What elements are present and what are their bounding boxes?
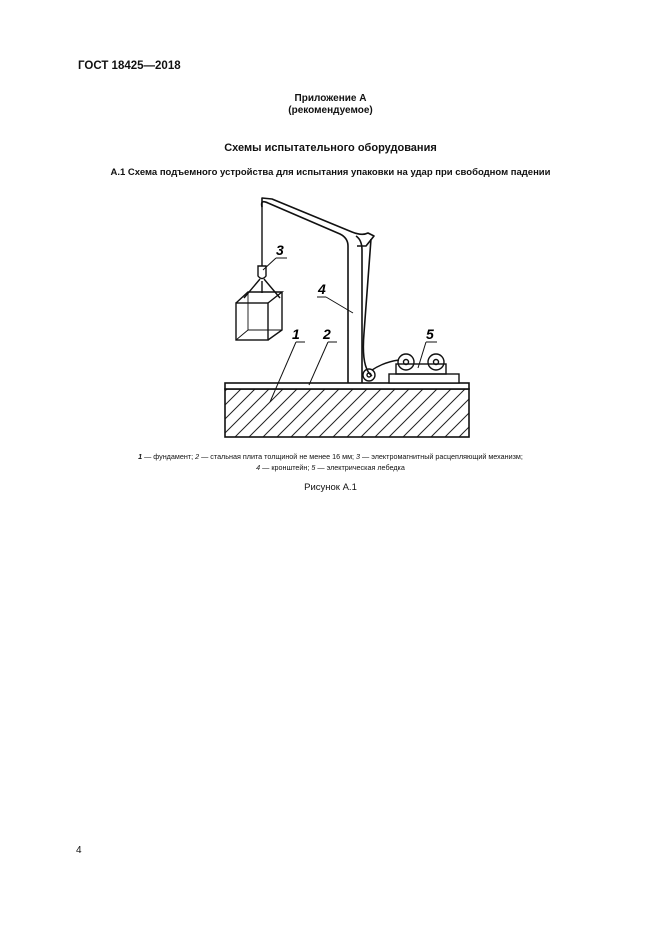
legend-text-5: — электрическая лебедка <box>315 463 405 472</box>
callout-2: 2 <box>323 326 331 342</box>
callout-1: 1 <box>292 326 300 342</box>
legend-num-5: 5 <box>311 463 316 472</box>
release-mechanism <box>244 207 280 298</box>
document-code: ГОСТ 18425—2018 <box>78 60 181 72</box>
figure-legend-line-2 <box>0 463 661 472</box>
test-package <box>236 292 282 340</box>
legend-text-4: — кронштейн; <box>260 463 312 472</box>
legend-text-3: — электромагнитный расцепляющий механизм; <box>360 452 523 461</box>
electric-winch <box>363 354 459 383</box>
figure-label: Рисунок А.1 <box>304 482 357 493</box>
steel-plate <box>225 383 469 389</box>
legend-num-2: 2 <box>195 452 200 461</box>
legend-num-3: 3 <box>356 452 361 461</box>
section-title: Схемы испытательного оборудования <box>224 142 437 154</box>
foundation <box>225 389 469 437</box>
subsection-title: А.1 Схема подъемного устройства для испытания упаковки на удар при свободном падении <box>110 167 551 178</box>
appendix-status: (рекомендуемое) <box>288 105 373 116</box>
callout-3: 3 <box>276 242 284 258</box>
legend-num-1: 1 <box>138 452 143 461</box>
page-number: 4 <box>76 845 82 856</box>
legend-num-4: 4 <box>256 463 261 472</box>
callout-5: 5 <box>426 326 434 342</box>
callout-4: 4 <box>318 281 326 297</box>
legend-text-1: — фундамент; <box>142 452 196 461</box>
appendix-title: Приложение А <box>294 93 367 104</box>
legend-text-2: — стальная плита толщиной не менее 16 мм; <box>199 452 357 461</box>
figure-legend-line-1 <box>0 452 661 461</box>
